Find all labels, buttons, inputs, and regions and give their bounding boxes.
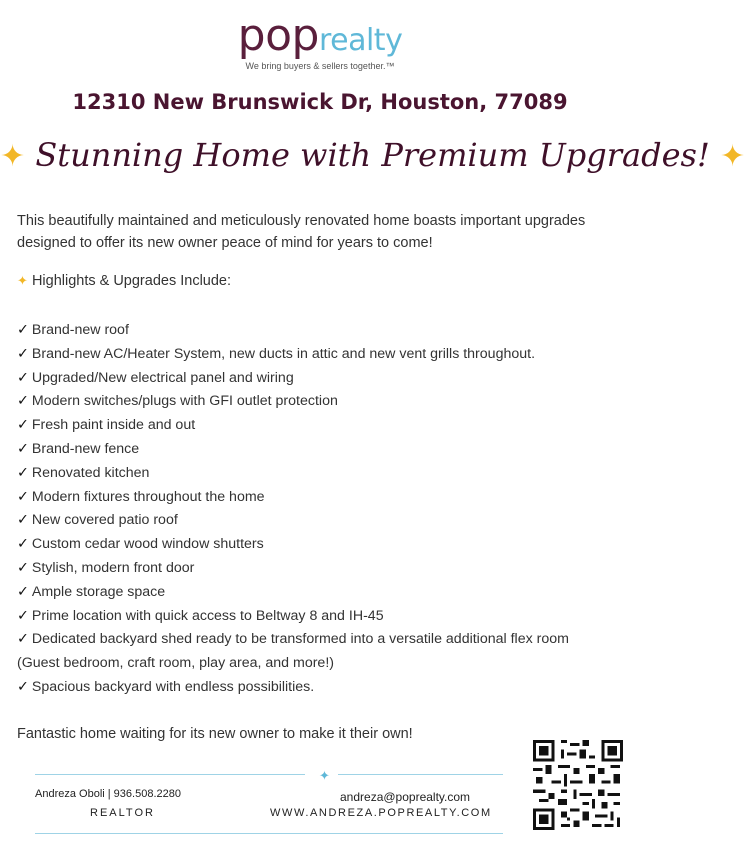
highlights-list: [17, 319, 632, 700]
highlight-item: [17, 462, 632, 486]
divider-bottom: [35, 833, 503, 834]
highlight-item: [17, 581, 632, 605]
check-icon: ✓: [17, 464, 29, 481]
divider-right: [338, 774, 503, 775]
highlight-item: [17, 319, 632, 343]
check-icon: ✓: [17, 345, 29, 362]
highlight-text: Modern fixtures throughout the home: [31, 488, 265, 505]
highlight-text: Brand-new roof: [31, 322, 129, 338]
highlight-text: Modern switches/plugs with GFI outlet protection: [31, 393, 338, 410]
highlight-item: [17, 390, 632, 414]
check-icon: ✓: [17, 488, 29, 505]
highlight-text: Custom cedar wood window shutters: [31, 536, 264, 553]
highlight-item: [17, 557, 632, 581]
agent-email[interactable]: andreza@poprealty.com: [340, 790, 471, 804]
highlight-item: [17, 414, 632, 438]
brand-tagline: We bring buyers & sellers together.™: [245, 61, 395, 71]
highlight-item: [17, 438, 632, 462]
highlight-text: Brand-new AC/Heater System, new ducts in attic and new vent grills throughout.: [31, 345, 536, 362]
agent-name-phone: Andreza Oboli | 936.508.2280: [35, 788, 181, 800]
closing-line: Fantastic home waiting for its new owner to make it their own!: [17, 726, 413, 742]
check-icon: ✓: [17, 583, 29, 600]
highlights-heading-text: Highlights & Upgrades Include:: [31, 273, 232, 289]
highlight-item: [17, 533, 632, 557]
highlight-item: [17, 676, 632, 700]
logo-realty-text: realty: [318, 23, 403, 58]
highlight-item: [17, 486, 632, 510]
highlights-heading: [17, 273, 231, 289]
highlight-text: Ample storage space: [31, 583, 166, 600]
qr-code[interactable]: [533, 740, 623, 830]
highlight-text: Brand-new fence: [31, 440, 140, 457]
highlight-text: Prime location with quick access to Beltway 8 and IH-45: [31, 607, 384, 624]
highlight-item: [17, 652, 632, 676]
check-icon: ✓: [17, 512, 29, 529]
divider-left: [35, 774, 305, 775]
highlight-text: Renovated kitchen: [31, 464, 150, 481]
check-icon: ✓: [17, 678, 29, 695]
check-icon: ✓: [17, 440, 29, 457]
headline: [0, 136, 745, 174]
check-icon: ✓: [17, 417, 29, 434]
highlight-item: [17, 343, 632, 367]
highlight-text: New covered patio roof: [31, 512, 178, 529]
check-icon: ✓: [17, 322, 29, 338]
check-icon: ✓: [17, 631, 29, 648]
sparkle-icon: ✦: [17, 273, 28, 288]
highlight-text: Spacious backyard with endless possibilities.: [31, 678, 315, 695]
check-icon: ✓: [17, 607, 29, 624]
highlight-item: [17, 605, 632, 629]
highlight-item: [17, 509, 632, 533]
highlight-item: [17, 628, 632, 652]
sparkle-icon: ✦: [719, 139, 745, 174]
highlight-item: [17, 367, 632, 391]
sparkle-icon: ✦: [0, 139, 26, 174]
highlight-text: Upgraded/New electrical panel and wiring: [31, 369, 294, 386]
check-icon: ✓: [17, 393, 29, 410]
highlight-text: Fresh paint inside and out: [31, 417, 196, 434]
logo-pop-text: pop: [237, 10, 319, 61]
highlight-text: Dedicated backyard shed ready to be transformed into a versatile additional flex room: [31, 631, 569, 648]
diamond-icon: ✦: [319, 768, 330, 783]
intro-paragraph: This beautifully maintained and meticulously renovated home boasts important upgrades designed to offer its new owner peace of mind for years to come!: [17, 213, 586, 251]
headline-text: Stunning Home with Premium Upgrades!: [35, 136, 710, 174]
check-icon: ✓: [17, 369, 29, 386]
highlight-text: (Guest bedroom, craft room, play area, and more!): [17, 655, 334, 672]
check-icon: ✓: [17, 536, 29, 553]
agent-role: REALTOR: [90, 807, 155, 819]
check-icon: ✓: [17, 559, 29, 576]
highlight-text: Stylish, modern front door: [31, 559, 195, 576]
brand-logo: [0, 12, 640, 65]
property-address: 12310 New Brunswick Dr, Houston, 77089: [72, 90, 568, 114]
agent-website[interactable]: WWW.ANDREZA.POPREALTY.COM: [270, 807, 492, 819]
